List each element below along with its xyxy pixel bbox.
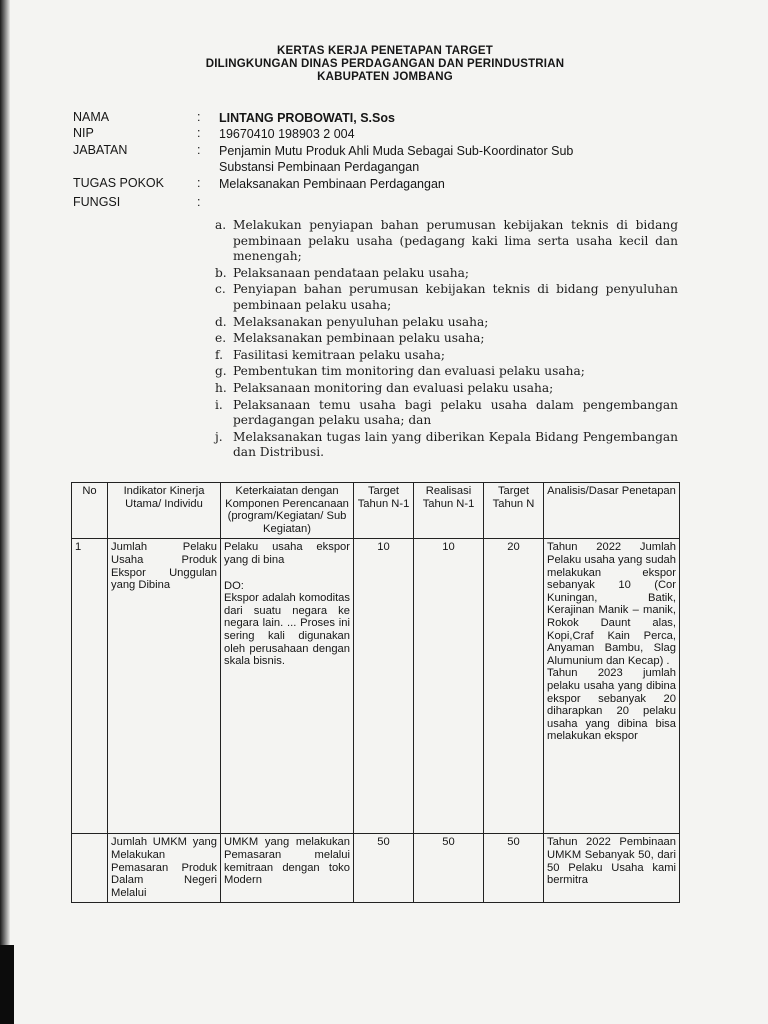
- table-row: [72, 834, 680, 903]
- header-title-line-2: DILINGKUNGAN DINAS PERDAGANGAN DAN PERINDUSTRIAN: [205, 58, 565, 70]
- nama-colon: :: [197, 110, 201, 124]
- fungsi-item-g: g. Pembentukan tim monitoring dan evaluasi pelaku usaha;: [215, 364, 585, 379]
- cell-target-n: 50: [484, 834, 544, 903]
- jabatan-value-line-1: Penjamin Mutu Produk Ahli Muda Sebagai Sub-Koordinator Sub: [219, 144, 574, 158]
- cell-target-n1: 10: [354, 539, 414, 834]
- table-row: [72, 539, 680, 834]
- cell-keterkaitan: UMKM yang melakukan Pemasaran melalui kemitraan dengan toko Modern: [221, 834, 354, 903]
- fungsi-item-d: d. Melaksanakan penyuluhan pelaku usaha;: [215, 314, 489, 329]
- nip-value: 19670410 198903 2 004: [219, 127, 355, 141]
- tugas-pokok-colon: :: [197, 176, 201, 190]
- cell-analisis: Tahun 2022 Pembinaan UMKM Sebanyak 50, dari 50 Pelaku Usaha kami bermitra: [544, 834, 680, 903]
- col-header-indikator: Indikator Kinerja Utama/ Individu: [108, 483, 221, 539]
- col-header-analisis: Analisis/Dasar Penetapan: [544, 483, 680, 539]
- scan-bottom-corner-shadow: [0, 945, 14, 1024]
- cell-indikator: Jumlah Pelaku Usaha Produk Ekspor Unggulan yang Dibina: [108, 539, 221, 834]
- cell-indikator: Jumlah UMKM yang Melakukan Pemasaran Produk Dalam Negeri Melalui: [108, 834, 221, 903]
- fungsi-item-a: a. Melakukan penyiapan bahan perumusan kebijakan teknis di bidang pembinaan pelaku usaha (pedagang kaki lima serta usaha kecil dan menengah;: [215, 218, 678, 264]
- tugas-pokok-label: TUGAS POKOK: [73, 176, 164, 190]
- fungsi-item-c: c. Penyiapan bahan perumusan kebijakan teknis di bidang penyuluhan pembinaan pelaku usaha;: [215, 282, 678, 312]
- jabatan-value: [219, 143, 684, 175]
- analisis-paragraph-2: Tahun 2023 jumlah pelaku usaha yang dibina ekspor sebanyak 20 diharapkan 20 pelaku usaha yang dibina bisa melakukan ekspor: [547, 667, 676, 743]
- scan-left-edge-shadow: [0, 0, 10, 1024]
- col-header-keterkaitan: Keterkaiatan dengan Komponen Perencanaan (program/Kegiatan/ Sub Kegiatan): [221, 483, 354, 539]
- analisis-paragraph-1: Tahun 2022 Jumlah Pelaku usaha yang sudah melakukan ekspor sebanyak 10 (Cor Kuningan, Batik, Kerajinan Manik – manik, Rokok Daunt alas, Kopi,Craf Kain Perca, Anyaman Bambu, Slag Alumunium dan Kecap) .: [547, 541, 676, 667]
- cell-target-n: 20: [484, 539, 544, 834]
- target-table: [71, 482, 680, 903]
- fungsi-item-e: e. Melaksanakan pembinaan pelaku usaha;: [215, 331, 485, 346]
- cell-target-n1: 50: [354, 834, 414, 903]
- col-header-target-n: Target Tahun N: [484, 483, 544, 539]
- col-header-target-n1: Target Tahun N-1: [354, 483, 414, 539]
- table-header-row: [72, 483, 680, 539]
- fungsi-item-f: f. Fasilitasi kemitraan pelaku usaha;: [215, 347, 445, 362]
- fungsi-item-h: h. Pelaksanaan monitoring dan evaluasi pelaku usaha;: [215, 380, 554, 395]
- tugas-pokok-value: Melaksanakan Pembinaan Perdagangan: [219, 177, 445, 191]
- nip-label: NIP: [73, 126, 94, 140]
- keterkaitan-do-label: DO:: [224, 579, 244, 592]
- col-header-no: No: [72, 483, 108, 539]
- keterkaitan-line: Pelaku usaha ekspor yang di bina: [224, 541, 350, 566]
- jabatan-value-line-2: Substansi Pembinaan Perdagangan: [219, 160, 420, 174]
- cell-realisasi-n1: 50: [414, 834, 484, 903]
- jabatan-label: JABATAN: [73, 143, 128, 157]
- header-title-line-3: KABUPATEN JOMBANG: [317, 71, 453, 83]
- keterkaitan-definition: Ekspor adalah komoditas dari suatu negara ke negara lain. ... Proses ini sering kali digunakan oleh perusahaan dengan skala bisnis.: [224, 592, 350, 668]
- cell-analisis: [544, 539, 680, 834]
- fungsi-colon: :: [197, 195, 201, 209]
- cell-no: 1: [72, 539, 108, 834]
- fungsi-label: FUNGSI: [73, 195, 121, 209]
- fungsi-item-j: j. Melaksanakan tugas lain yang diberikan Kepala Bidang Pengembangan dan Distribusi.: [215, 429, 678, 460]
- header-title-line-1: KERTAS KERJA PENETAPAN TARGET: [276, 45, 493, 57]
- cell-no: [72, 834, 108, 903]
- cell-keterkaitan: [221, 539, 354, 834]
- jabatan-colon: :: [197, 143, 201, 157]
- cell-realisasi-n1: 10: [414, 539, 484, 834]
- nama-label: NAMA: [73, 110, 110, 124]
- fungsi-item-i: i. Pelaksanaan temu usaha bagi pelaku usaha dalam pengembangan perdagangan pelaku usaha; dan: [215, 397, 678, 428]
- fungsi-list: [215, 218, 678, 462]
- nama-value: LINTANG PROBOWATI, S.Sos: [219, 111, 395, 125]
- col-header-realisasi-n1: Realisasi Tahun N-1: [414, 483, 484, 539]
- fungsi-item-b: b. Pelaksanaan pendataan pelaku usaha;: [215, 265, 470, 280]
- nip-colon: :: [197, 126, 201, 140]
- document-header: [150, 45, 620, 84]
